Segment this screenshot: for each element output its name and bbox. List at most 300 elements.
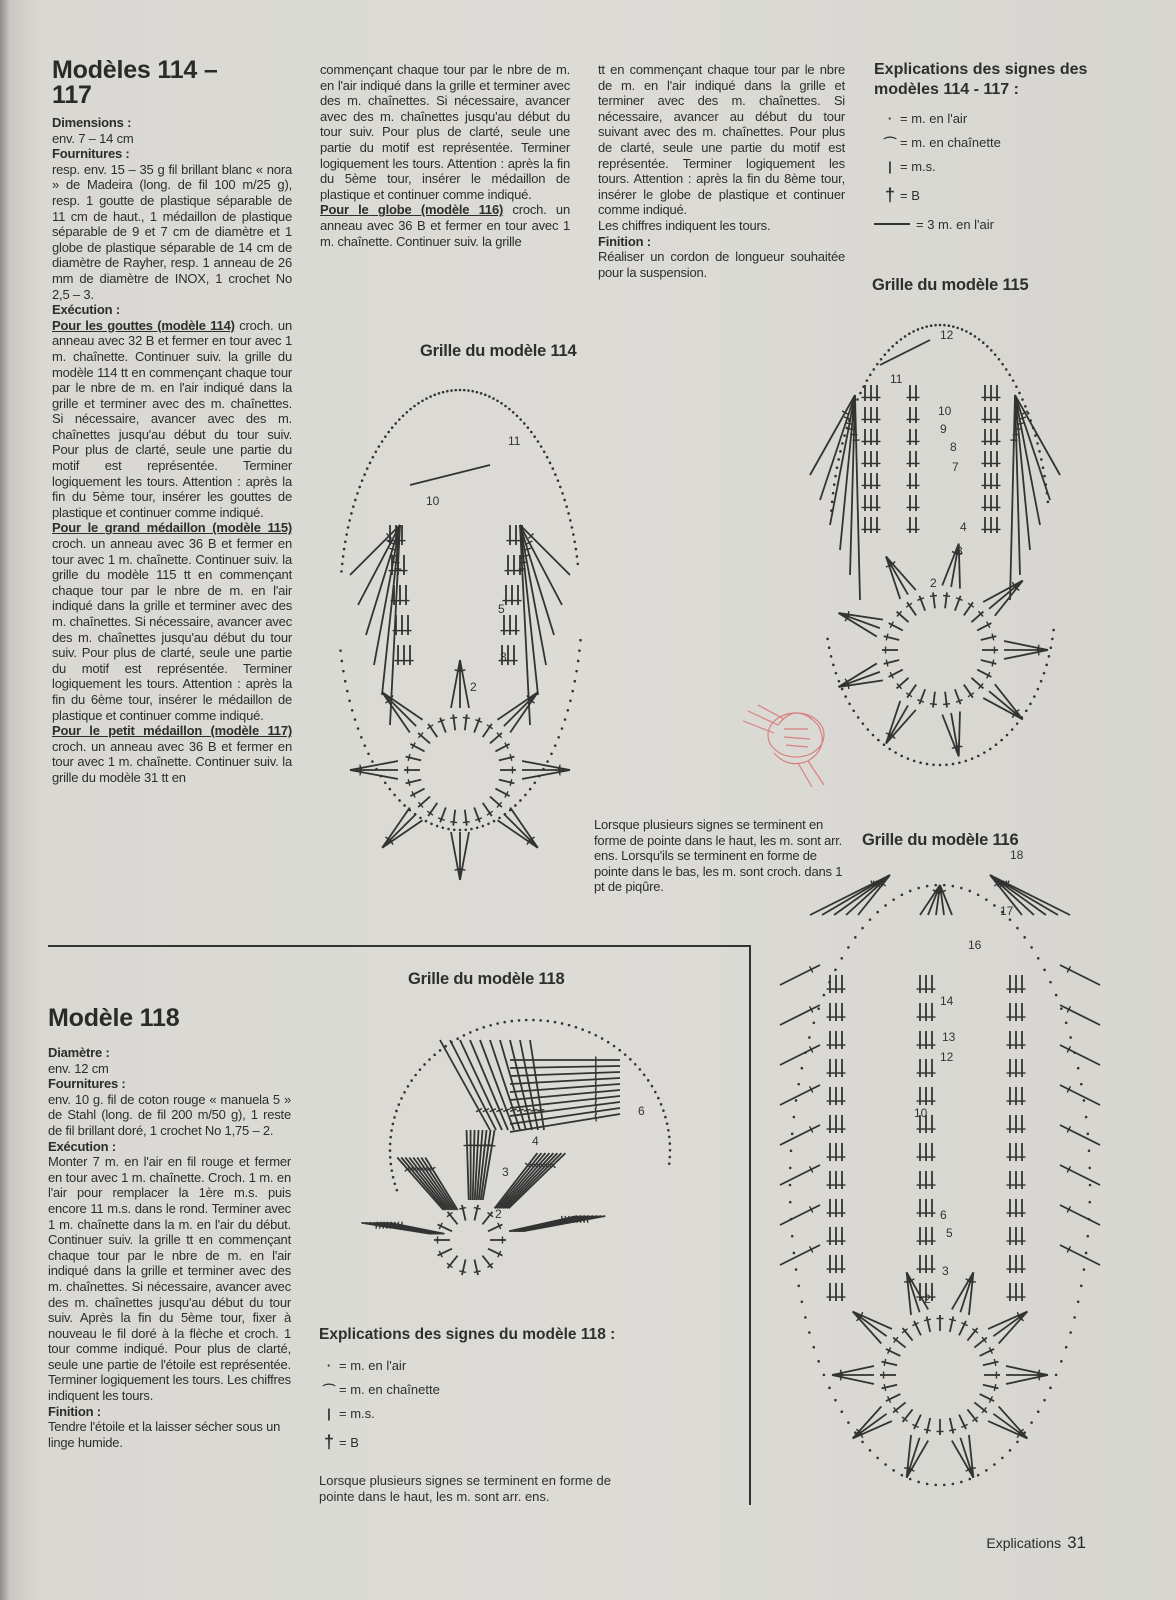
chain-dot xyxy=(943,884,946,887)
stitch-mark xyxy=(459,1271,466,1273)
chain-dot xyxy=(828,1387,831,1390)
chain-dot xyxy=(872,368,875,371)
stitch-mark xyxy=(1060,1165,1100,1185)
globe-heading: Pour le globe (modèle 116) xyxy=(320,202,504,218)
chain-dot xyxy=(387,431,390,434)
chain-dot xyxy=(1049,1387,1052,1390)
stitch-mark xyxy=(924,1429,931,1431)
chain-dot xyxy=(839,450,842,453)
chain-dot xyxy=(1085,1116,1088,1119)
dimensions-text: env. 7 – 14 cm xyxy=(52,130,134,146)
chain-dot xyxy=(393,1116,396,1119)
stitch-mark xyxy=(460,832,469,880)
chain-dot xyxy=(1030,1421,1033,1424)
chain-dot xyxy=(823,1374,826,1377)
stitch-mark xyxy=(933,592,935,608)
chain-dot xyxy=(833,483,836,486)
chain-dot xyxy=(419,817,422,820)
row-number-label: 16 xyxy=(968,938,982,952)
chain-dot xyxy=(834,969,837,972)
page-footer xyxy=(986,1533,1086,1553)
chain-dot xyxy=(430,822,433,825)
stitch-mark xyxy=(1060,1045,1100,1065)
chain-dot xyxy=(848,703,851,706)
chain-dot xyxy=(894,751,897,754)
row-number-label: 2 xyxy=(930,576,937,590)
stitch-mark xyxy=(832,1375,874,1384)
chain-dot xyxy=(795,1268,798,1271)
chain-dot xyxy=(389,1156,392,1159)
chain-dot xyxy=(1069,1036,1072,1039)
chain-dot xyxy=(403,804,406,807)
stitch-mark xyxy=(382,807,410,847)
chain-dot xyxy=(835,672,838,675)
chain-dot xyxy=(425,820,428,823)
chain-dot xyxy=(859,392,862,395)
row-number-label: 3 xyxy=(500,650,507,664)
stitch-mark xyxy=(474,1271,481,1273)
chain-dot xyxy=(442,391,445,394)
chain-dot xyxy=(393,794,396,797)
chain-dot xyxy=(917,328,920,331)
chain-dot xyxy=(571,526,574,529)
chain-dot xyxy=(516,414,519,417)
stitch-mark xyxy=(780,1045,820,1065)
stitch-mark xyxy=(995,581,1023,616)
chain-dot xyxy=(469,1031,472,1034)
grand-medaillon-heading: Pour le grand médaillon (modèle 115) xyxy=(52,520,292,536)
chain-dot xyxy=(804,1316,807,1319)
stitch-mark xyxy=(943,704,950,705)
stitch-mark xyxy=(983,581,1022,602)
chain-dot xyxy=(390,1163,393,1166)
chain-dot xyxy=(390,1129,393,1132)
chain-dot xyxy=(956,327,959,330)
chain-dot xyxy=(793,1252,796,1255)
chain-dot xyxy=(1087,1133,1090,1136)
stitch-mark xyxy=(1060,1245,1100,1265)
stitch-mark xyxy=(450,717,457,718)
chain-dot xyxy=(429,395,432,398)
chain-dot xyxy=(519,418,522,421)
chain-dot xyxy=(413,405,416,408)
chain-dot xyxy=(1077,1300,1080,1303)
chain-dot xyxy=(901,894,904,897)
chain-dot xyxy=(561,492,564,495)
chain-dot xyxy=(817,1007,820,1010)
stitch-mark xyxy=(903,1409,913,1422)
chain-dot xyxy=(939,324,942,327)
column-2 xyxy=(320,62,570,249)
stitch-mark xyxy=(1010,395,1015,600)
chain-dot xyxy=(1088,1150,1091,1153)
chain-dot xyxy=(994,353,997,356)
chain-dot xyxy=(1033,695,1036,698)
chain-dot xyxy=(487,822,490,825)
chain-dot xyxy=(576,555,579,558)
chain-dot xyxy=(496,1022,499,1025)
chain-dot xyxy=(869,918,872,921)
chain-dot xyxy=(1048,655,1051,658)
grid-115-title: Grille du modèle 115 xyxy=(872,276,1029,294)
chain-dot xyxy=(407,1085,410,1088)
stitch-mark xyxy=(822,875,890,915)
stitch-mark xyxy=(499,1153,546,1208)
chain-dot xyxy=(356,492,359,495)
title-modele-118: Modèle 118 xyxy=(48,1004,180,1032)
chain-dot xyxy=(565,505,568,508)
chain-dot xyxy=(1088,1167,1091,1170)
grand-medaillon-paragraph xyxy=(52,520,292,723)
chain-dot xyxy=(519,799,522,802)
chain-dot xyxy=(662,1109,665,1112)
legend-118-chain: · = m. en l'air xyxy=(319,1353,739,1377)
chain-dot xyxy=(410,1079,413,1082)
stitch-mark xyxy=(780,1085,820,1105)
chain-dot xyxy=(425,397,428,400)
chain-dot xyxy=(952,885,955,888)
chain-dot xyxy=(840,957,843,960)
stitch-mark xyxy=(350,761,398,770)
stitch-mark xyxy=(490,797,502,808)
stitch-mark xyxy=(974,1338,987,1348)
chain-dot xyxy=(346,690,349,693)
chain-dot xyxy=(1050,646,1053,649)
chain-dot xyxy=(484,394,487,397)
chain-dot xyxy=(989,748,992,751)
chain-dot xyxy=(660,1103,663,1106)
chain-dot xyxy=(594,1034,597,1037)
stitch-mark xyxy=(595,1115,596,1122)
chain-dot xyxy=(357,727,360,730)
col2-text: commençant chaque tour par le nbre de m. en l'air indiqué dans la grille et terminer avec des m. chaînettes. Si nécessaire, avancer avec des m. chaînettes jusqu'au début du tour suiv. Pour plus de clarté, seule une partie du motif est représentée. Terminer logiquement les tours. Attention : après la fin du 5ème tour, insérer le médaillon de plastique et continuer comme indiqué. xyxy=(320,62,570,202)
chain-dot xyxy=(525,1019,528,1022)
chain-dot xyxy=(372,456,375,459)
chain-dot xyxy=(354,499,357,502)
chain-dot xyxy=(838,680,841,683)
chain-dot xyxy=(361,479,364,482)
column-118 xyxy=(48,1006,291,1450)
stitch-mark xyxy=(595,1089,596,1096)
stitch-mark xyxy=(951,713,959,756)
execution-118-heading: Exécution : xyxy=(48,1138,116,1154)
chain-dot xyxy=(391,426,394,429)
petit-medaillon-heading: Pour le petit médaillon (modèle 117) xyxy=(52,723,292,739)
stitch-mark xyxy=(482,1256,492,1269)
chain-dot xyxy=(550,752,553,755)
stitch-mark xyxy=(451,832,460,880)
stitch-mark xyxy=(451,660,460,708)
chain-dot xyxy=(912,330,915,333)
chain-dot xyxy=(554,744,557,747)
chain-dot xyxy=(934,1484,937,1487)
stitch-mark xyxy=(501,1153,550,1208)
legend-118-sc: | = m.s. xyxy=(319,1401,739,1425)
chain-dot xyxy=(527,426,530,429)
row-number-label: 7 xyxy=(952,460,959,474)
stitch-mark xyxy=(945,692,947,708)
chain-dot xyxy=(342,670,345,673)
chain-dot xyxy=(489,1024,492,1027)
chain-dot xyxy=(982,341,985,344)
chain-dot xyxy=(453,828,456,831)
fournitures-text: resp. env. 15 – 35 g fil brillant blanc « nora » de Madeira (long. de fil 100 m/25 g), resp. 1 goutte de plastique séparable de 11 cm de haut., 1 médaillon de plastique séparable de 9 et 7 cm de diamètre et 1 globe de plastique séparable de 14 cm de diamètre de Rayher, resp. 1 anneau de 26 mm de diamètre de INOX, 1 crochet No 2,5 – 3. xyxy=(52,161,292,302)
chain-dot xyxy=(836,466,839,469)
stitch-mark xyxy=(959,711,960,756)
chain-dot xyxy=(1029,703,1032,706)
row-number-label: 17 xyxy=(1000,904,1014,918)
chain-dot xyxy=(883,743,886,746)
stitch-mark xyxy=(480,1040,514,1130)
row-number-label: 9 xyxy=(940,422,947,436)
chain-dot xyxy=(344,540,347,543)
chain-dot xyxy=(1009,1449,1012,1452)
chain-dot xyxy=(369,462,372,465)
stitch-mark xyxy=(989,691,1023,719)
stitch-mark xyxy=(832,1366,874,1375)
chain-dot xyxy=(647,1079,650,1082)
chain-dot xyxy=(892,898,895,901)
stitch-mark xyxy=(846,875,890,915)
row-number-label: 11 xyxy=(890,372,903,386)
stitch-mark xyxy=(504,814,538,848)
stitch-mark xyxy=(810,875,890,915)
stitch-mark xyxy=(893,1338,906,1348)
chain-dot xyxy=(561,727,564,730)
chain-dot xyxy=(400,1097,403,1100)
chain-dot xyxy=(841,442,844,445)
legend-item-slip: ⌒ = m. en chaînette xyxy=(880,130,1114,154)
chain-dot xyxy=(363,744,366,747)
chain-dot xyxy=(438,392,441,395)
chain-dot xyxy=(790,1150,793,1153)
chain-dot xyxy=(1037,957,1040,960)
chain-dot xyxy=(968,890,971,893)
chain-dot xyxy=(557,736,560,739)
stitch-mark xyxy=(418,797,430,808)
chain-dot xyxy=(1065,1346,1068,1349)
chain-dot xyxy=(563,499,566,502)
chain-dot xyxy=(908,332,911,335)
dc-icon: † xyxy=(884,184,895,205)
petit-medaillon-paragraph xyxy=(52,723,292,785)
chain-dot xyxy=(1008,374,1011,377)
chain-dot xyxy=(500,402,503,405)
legend-118-title: Explications des signes du modèle 118 : xyxy=(319,1326,616,1343)
chain-dot xyxy=(969,332,972,335)
chain-dot xyxy=(421,399,424,402)
chain-dot xyxy=(1051,638,1054,641)
bar-icon: | xyxy=(327,1405,331,1421)
stitch-mark xyxy=(897,612,909,623)
chain-dot xyxy=(433,394,436,397)
chain-dot xyxy=(1073,1316,1076,1319)
chain-dot xyxy=(394,422,397,425)
chain-dot xyxy=(913,760,916,763)
chain-dot xyxy=(471,390,474,393)
chain-dot xyxy=(464,828,467,831)
chain-dot xyxy=(524,794,527,797)
chain-dot xyxy=(572,533,575,536)
chain-dot xyxy=(880,358,883,361)
stitch-mark xyxy=(924,1319,931,1321)
row-number-label: 3 xyxy=(502,1165,509,1179)
stitch-mark xyxy=(350,770,398,779)
section-divider-vertical xyxy=(749,945,751,1505)
chain-dot xyxy=(1016,927,1019,930)
finition-118-text: Tendre l'étoile et la laisser sécher sous un linge humide. xyxy=(48,1419,281,1450)
stitch-mark xyxy=(884,1384,886,1391)
dimensions-heading: Dimensions : xyxy=(52,115,132,130)
chain-dot xyxy=(651,1085,654,1088)
chain-dot xyxy=(456,1037,459,1040)
stitch-mark xyxy=(1060,1085,1100,1105)
chain-dot xyxy=(919,761,922,764)
arc-icon: ⌒ xyxy=(322,1382,336,1398)
stitch-mark xyxy=(408,779,410,786)
chain-dot xyxy=(389,1149,392,1152)
chain-dot xyxy=(934,884,937,887)
fournitures-118-text: env. 10 g. fil de coton rouge « manuela 5 » de Stahl (long. de fil 200 m/50 g), 1 reste de fil brillant doré, 1 crochet No 1,75 – 2. xyxy=(48,1091,291,1138)
arc-icon: ⌒ xyxy=(883,135,897,151)
chain-dot xyxy=(533,435,536,438)
chain-dot xyxy=(1080,1083,1083,1086)
chain-dot xyxy=(1012,379,1015,382)
row-number-label: 3 xyxy=(956,544,963,558)
chain-dot xyxy=(1030,946,1033,949)
stitch-mark xyxy=(1004,641,1048,650)
chain-dot xyxy=(960,1481,963,1484)
chain-dot xyxy=(467,389,470,392)
stitch-mark xyxy=(490,1040,520,1130)
chain-dot xyxy=(907,757,910,760)
chain-dot xyxy=(934,324,937,327)
stitch-mark xyxy=(408,754,410,761)
stitch-mark xyxy=(448,1256,458,1269)
stitch-mark xyxy=(382,814,416,848)
stitch-mark xyxy=(531,1110,538,1111)
chain-dot xyxy=(872,734,875,737)
chain-dot xyxy=(993,904,996,907)
chain-dot xyxy=(998,358,1001,361)
chain-dot xyxy=(402,414,405,417)
chain-dot xyxy=(789,1201,792,1204)
chain-dot xyxy=(1036,442,1039,445)
chain-dot xyxy=(1043,1399,1046,1402)
stitch-mark xyxy=(992,634,994,641)
chain-dot xyxy=(832,492,835,495)
chain-dot xyxy=(657,1097,660,1100)
chain-dot xyxy=(341,563,344,566)
chain-dot xyxy=(891,345,894,348)
chain-dot xyxy=(436,825,439,828)
chain-dot xyxy=(1045,664,1048,667)
chain-dot xyxy=(985,1469,988,1472)
chain-dot xyxy=(1065,1022,1068,1025)
chain-dot xyxy=(1038,450,1041,453)
chain-dot xyxy=(575,670,578,673)
stitch-mark xyxy=(974,1402,987,1412)
chain-dot xyxy=(348,519,351,522)
chain-dot xyxy=(1083,1099,1086,1102)
legend-item-sc: | = m.s. xyxy=(880,154,1114,178)
chain-dot xyxy=(398,799,401,802)
legend-118-dc: † = B xyxy=(319,1425,739,1459)
chain-dot xyxy=(463,1034,466,1037)
chain-dot xyxy=(668,1136,671,1139)
chain-dot xyxy=(813,1022,816,1025)
chain-dot xyxy=(409,408,412,411)
chain-dot xyxy=(551,467,554,470)
chain-dot xyxy=(990,349,993,352)
chain-dot xyxy=(909,890,912,893)
fournitures-heading: Fournitures : xyxy=(52,146,130,162)
stitch-mark xyxy=(853,1407,882,1439)
stitch-mark xyxy=(943,595,950,596)
chain-dot xyxy=(480,392,483,395)
chain-dot xyxy=(392,1176,395,1179)
chain-dot xyxy=(576,563,579,566)
legend-118-note: Lorsque plusieurs signes se terminent en forme de pointe dans le haut, les m. sont arr. ens. xyxy=(319,1473,611,1504)
chain-dot xyxy=(447,828,450,831)
stitch-mark xyxy=(504,692,538,726)
chain-dot xyxy=(601,1037,604,1040)
chain-dot xyxy=(1025,710,1028,713)
stitch-mark xyxy=(933,692,935,708)
chain-dot xyxy=(1037,688,1040,691)
chain-dot xyxy=(884,904,887,907)
chain-dot xyxy=(554,1021,557,1024)
chain-dot xyxy=(952,763,955,766)
stitch-mark xyxy=(510,779,512,786)
stitch-mark xyxy=(994,1359,996,1366)
stitch-mark xyxy=(780,1205,820,1225)
chain-dot xyxy=(367,752,370,755)
stitch-mark xyxy=(596,1082,597,1089)
stitch-mark xyxy=(886,556,916,590)
chain-dot xyxy=(588,1031,591,1034)
chain-dot xyxy=(405,411,408,414)
chain-dot xyxy=(345,533,348,536)
stitch-mark xyxy=(537,1110,544,1111)
chain-dot xyxy=(546,760,549,763)
chain-dot xyxy=(482,825,485,828)
chain-dot xyxy=(917,887,920,890)
chain-dot xyxy=(392,1123,395,1126)
chain-dot xyxy=(791,1133,794,1136)
chain-dot xyxy=(398,418,401,421)
chain-dot xyxy=(564,718,567,721)
chain-dot xyxy=(952,1483,955,1486)
stitch-mark xyxy=(510,754,512,761)
chain-dot xyxy=(1047,501,1050,504)
chain-dot xyxy=(841,688,844,691)
stitch-mark xyxy=(884,1359,886,1366)
stitch-mark xyxy=(530,1040,544,1130)
chain-dot xyxy=(1052,629,1055,632)
footer-section: Explications xyxy=(986,1535,1062,1551)
stitch-mark xyxy=(450,822,457,823)
row-number-label: 6 xyxy=(940,1208,947,1222)
chain-dot xyxy=(549,462,552,465)
stitch-mark xyxy=(886,660,888,667)
row-number-label: 12 xyxy=(940,328,954,342)
chain-dot xyxy=(974,335,977,338)
chain-dot xyxy=(1049,981,1052,984)
stitch-mark xyxy=(453,714,455,730)
chain-dot xyxy=(482,1026,485,1029)
stitch-mark xyxy=(930,704,937,705)
